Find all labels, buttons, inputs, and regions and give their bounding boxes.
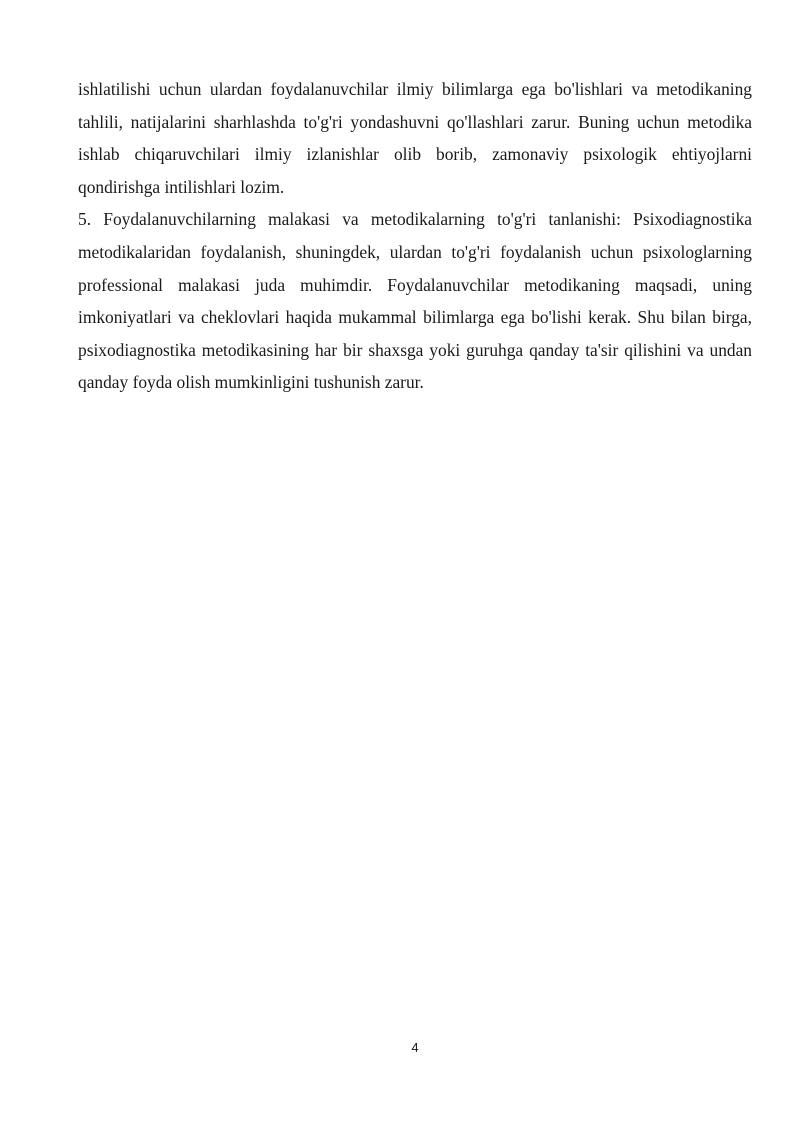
paragraph-item-5: 5. Foydalanuvchilarning malakasi va metodikalarning to'g'ri tanlanishi: Psixodiagnostika metodikalaridan foydalanish, shuningdek, ulardan to'g'ri foydalanish uchun psixologlarning professional malakasi juda muhimdir. Foydalanuvchilar metodikaning maqsadi, uning imkoniyatlari va cheklovlari haqida mukammal bilimlarga ega bo'lishi kerak. Shu bilan birga, psixodiagnostika metodikasining har bir shaxsga yoki guruhga qanday ta'sir qilishini va undan qanday foyda olish mumkinligini tushunish zarur. — [78, 209, 752, 393]
paragraph-continuation: ishlatilishi uchun ulardan foydalanuvchilar ilmiy bilimlarga ega bo'lishlari va metodikaning tahlili, natijalarini sharhlashda to'g'ri yondashuvni qo'llashlari zarur. Buning uchun metodika ishlab chiqaruvchilari ilmiy izlanishlar olib borib, zamonaviy psixologik ehtiyojlarni qondirishga intilishlari lozim. — [78, 79, 752, 197]
page-number: 4 — [411, 1040, 419, 1055]
body-text — [78, 73, 752, 399]
